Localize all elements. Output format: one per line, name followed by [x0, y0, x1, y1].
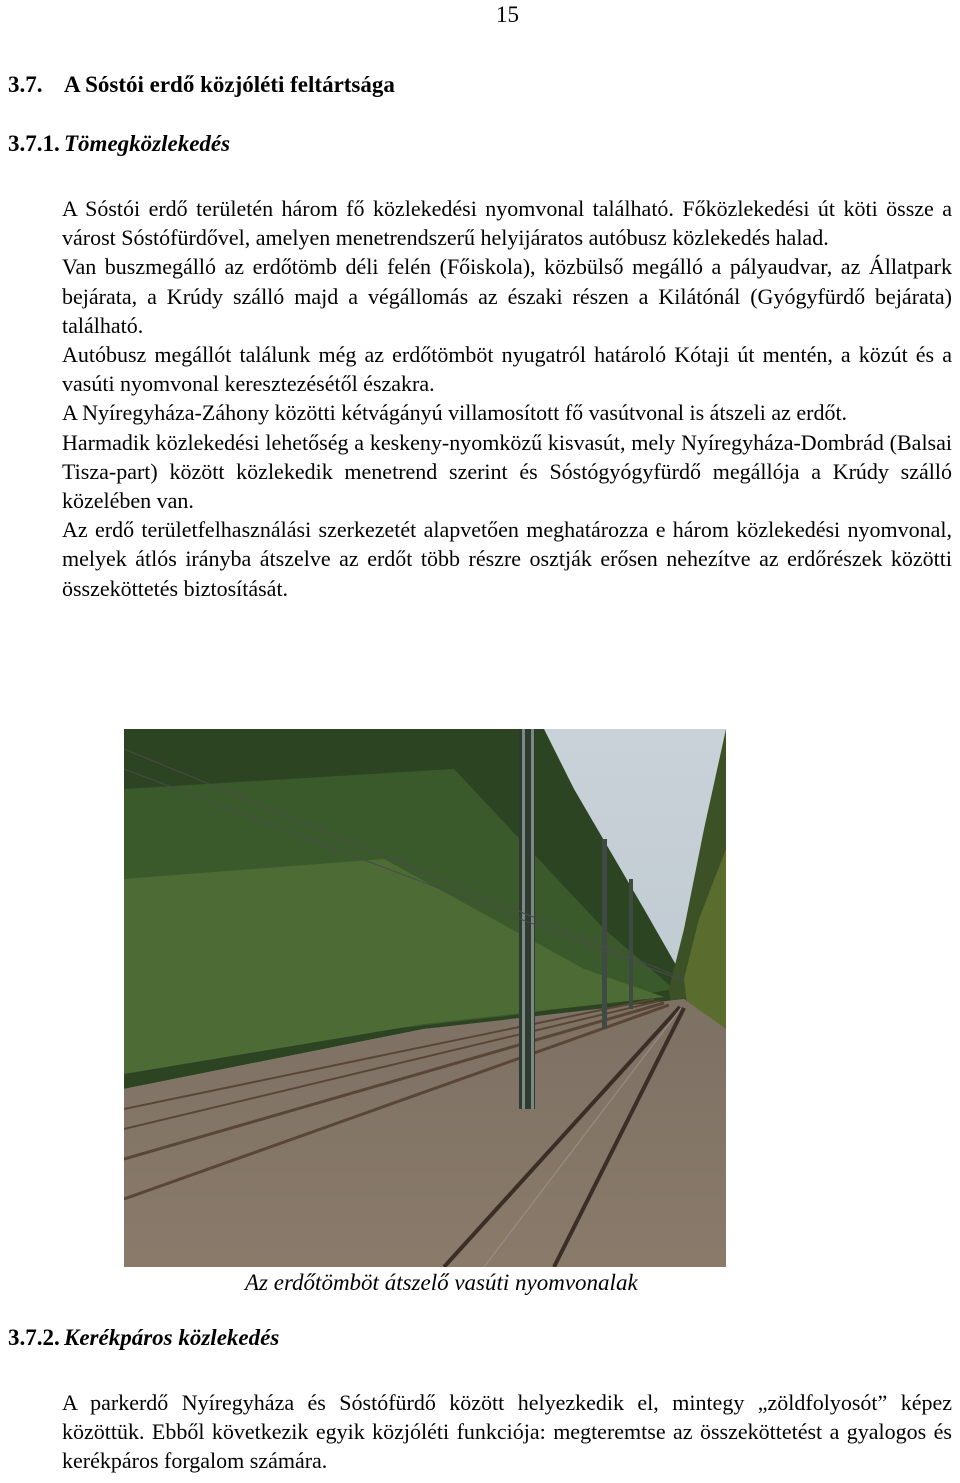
subsection-title-1: Tömegközlekedés	[64, 131, 231, 156]
page-number: 15	[496, 2, 519, 27]
paragraph: Autóbusz megállót találunk még az erdőtömböt nyugatról határoló Kótaji út mentén, a közút és a vasúti nyomvonal keresztezésétől északra.	[62, 342, 952, 397]
paragraph: Az erdő területfelhasználási szerkezetét alapvetően meghatározza e három közlekedési nyomvonal, melyek átlós irányba átszelve az erdőt több részre osztják erősen nehezítve az erdőrészek közötti összeköttetés biztosítását.	[62, 517, 952, 601]
subsection-heading-1	[8, 131, 230, 157]
body-text-1	[62, 194, 952, 603]
railway-photo	[124, 729, 726, 1267]
section-heading	[8, 72, 395, 98]
subsection-title-2: Kerékpáros közlekedés	[64, 1325, 280, 1350]
body-text-2	[62, 1388, 952, 1476]
section-number: 3.7.	[8, 72, 43, 97]
paragraph: A parkerdő Nyíregyháza és Sóstófürdő között helyezkedik el, mintegy „zöldfolyosót” képez közöttük. Ebből következik egyik közjóléti funkciója: megteremtse az összeköttetést a gyalogos és kerékpáros forgalom számára.	[62, 1390, 952, 1474]
photo-caption: Az erdőtömböt átszelő vasúti nyomvonalak	[245, 1270, 638, 1295]
subsection-heading-2	[8, 1325, 279, 1351]
paragraph: A Sóstói erdő területén három fő közlekedési nyomvonal található. Főközlekedési út köti össze a várost Sóstófürdővel, amelyen menetrendszerű helyijáratos autóbusz közlekedés halad.	[62, 196, 952, 251]
paragraph: Van buszmegálló az erdőtömb déli felén (Főiskola), közbülső megálló a pályaudvar, az Állatpark bejárata, a Krúdy szálló majd a végállomás az északi részen a Kilátónál (Gyógyfürdő bejárata) található.	[62, 254, 952, 338]
paragraph: A Nyíregyháza-Záhony közötti kétvágányú villamosított fő vasútvonal is átszeli az erdőt.	[62, 400, 848, 426]
subsection-number-1: 3.7.1.	[8, 131, 60, 156]
section-title: A Sóstói erdő közjóléti feltártsága	[64, 72, 395, 97]
paragraph: Harmadik közlekedési lehetőség a keskeny-nyomközű kisvasút, mely Nyíregyháza-Dombrád (Balsai Tisza-part) között közlekedik menetrend szerint és Sóstógyógyfürdő megállója a Krúdy szálló közelében van.	[62, 429, 952, 514]
subsection-number-2: 3.7.2.	[8, 1325, 60, 1350]
